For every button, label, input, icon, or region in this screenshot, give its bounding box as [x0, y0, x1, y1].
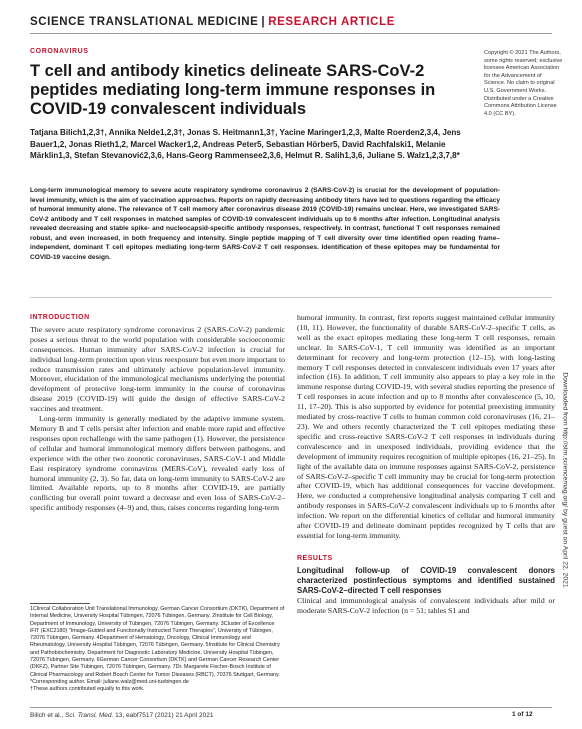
journal-name: SCIENCE TRANSLATIONAL MEDICINE: [30, 16, 259, 28]
footer-rule: [30, 707, 552, 708]
header-rule: [30, 33, 552, 34]
results-heading: RESULTS: [297, 554, 333, 562]
citation-authors: Bilich et al.,: [30, 712, 66, 719]
results-subheading: Longitudinal follow-up of COVID-19 convalescent donors characterized postinfectious symptoms and identified sustained SARS-CoV-2–directed T cell responses: [297, 565, 555, 595]
affiliations: 1Clinical Collaboration Unit Translational Immunology, German Cancer Consortium (DKTK), Department of Internal Medicine, University Hospital Tübingen, 72076 Tübingen, Germany. 2Institute for Cell Biology, Department of Immunology, University of Tübingen, 72076 Tübingen, Germany. 3Cluster of Excellence iFIT (EXC2180) "Image-Guided and Functionally Instructed Tumor Therapies", University of Tübingen, 72076 Tübingen, Germany. 4Department of Hematology, Oncology, Clinical Immunology and Rheumatology, University Hospital Tübingen, 72076 Tübingen, Germany. 5Institute for Clinical Chemistry and Pathobiochemistry, Department for Diagnostic Laboratory Medicine, University Hospital Tübingen, 72076 Tübingen, Germany. 6German Cancer Consortium (DKTK) and German Cancer Research Center (DKFZ), Partner Site Tübingen, 72076 Tübingen, Germany. 7Dr. Margarete Fischer-Bosch Institute of Clinical Pharmacology and Robert Bosch Center for Tumor Diseases (RBCT), 70376 Stuttgart, Germany.: [30, 606, 285, 678]
results-paragraph-1: Clinical and immunological analysis of convalescent individuals after mild or moderate SARS-CoV-2 infection (n = 51; tables S1 and: [297, 595, 555, 615]
citation: [30, 712, 213, 719]
introduction-heading: INTRODUCTION: [30, 314, 90, 321]
corresponding-author: *Corresponding author. Email: juliane.walz@med.uni-tuebingen.de: [30, 678, 189, 685]
author-list: Tatjana Bilich1,2,3†, Annika Nelde1,2,3†, Jonas S. Heitmann1,3†, Yacine Maringer1,2,3, Malte Roerden2,3,4, Jens Bauer1,2, Jonas Rieth1,2, Marcel Wacker1,2, Andreas Peter5, Sebastian Hörber5, David Rachfalski1, Melanie Märklin1,3, Stefan Stevanović2,3,6, Hans-Georg Rammensee2,3,6, Helmut R. Salih1,3,6, Juliane S. Walz1,2,3,7,8*: [30, 128, 461, 160]
copyright-notice: Copyright © 2021 The Authors, some rights reserved; exclusive licensee American Association for the Advancement of Science. No claim to original U.S. Government Works. Distributed under a Creative Commons Attribution License 4.0 (CC BY).: [484, 50, 563, 117]
article-title: T cell and antibody kinetics delineate SARS-CoV-2 peptides mediating long-term immune responses in COVID-19 convalescent individuals: [30, 62, 436, 118]
page-number: 1 of 12: [512, 711, 533, 718]
left-column: [30, 313, 285, 513]
side-note-text: Downloaded from http://stm.sciencemag.org/ by guest on April 22, 2021: [561, 372, 569, 588]
citation-journal: Sci. Transl. Med.: [65, 712, 114, 719]
article-type: RESEARCH ARTICLE: [268, 16, 395, 28]
section-label: CORONAVIRUS: [30, 48, 89, 55]
right-column: [297, 313, 555, 616]
citation-details: 13, eabf7517 (2021) 21 April 2021: [113, 712, 214, 719]
download-side-note: [558, 250, 572, 710]
equal-contribution-note: †These authors contributed equally to this work.: [30, 686, 145, 693]
journal-header: [30, 16, 395, 28]
abstract-rule: [30, 297, 552, 298]
header-separator: |: [261, 16, 266, 28]
abstract: Long-term immunological memory to severe acute respiratory syndrome coronavirus 2 (SARS-CoV-2) is crucial for the development of population-level immunity, which is the aim of vaccination approaches. Reports on rapidly decreasing antibody titers have led to questions regarding the efficacy of humoral immunity alone. The relevance of T cell memory after coronavirus disease 2019 (COVID-19) remains unclear. Here, we investigated SARS-CoV-2 antibody and T cell responses in matched samples of COVID-19 convalescent individuals up to 6 months after infection. Longitudinal analysis revealed decreasing and stable spike- and nucleocapsid-specific antibody responses, respectively. In contrast, functional T cell responses remained robust, and even increased, in both frequency and intensity. Single peptide mapping of T cell diversity over time identified open reading frame–independent, dominant T cell epitopes mediating long-term SARS-CoV-2 T cell responses. Identification of these epitopes may be fundamental for COVID-19 vaccine design.: [30, 187, 500, 261]
footnotes: [30, 606, 285, 694]
intro-paragraph-continued: humoral immunity. In contrast, first reports suggest maintained cellular immunity (10, 11). However, the functionality of durable SARS-CoV-2–specific T cells, as well as the exact epitopes mediating these long-term T cell responses, remain unclear. In SARS-CoV-1, T cell immunity was identified as an important determinant for recovery and long-term protection (12–15), with long-lasting memory T cell responses detected in convalescent individuals even 17 years after infection (16). In addition, T cell immunity also appears to play a key role in the immune response during COVID-19, with several studies reporting the presence of T cell responses in acute infection and up to 8 months after convalescence (5, 10, 11, 17–20). This is also supported by evidence for potential preexisting immunity mediated by cross-reactive T cells to human common cold coronaviruses (16, 21–23). We and others recently characterized the T cell epitopes mediating these specific and cross-reactive SARS-CoV-2 T cell responses in individuals during convalescence and in unexposed individuals, providing evidence that the development of immunity requires recognition of multiple epitopes (16, 21–25). In light of the available data on immune responses against SARS-CoV-2, persistence of SARS-CoV-2–specific T cell immunity may be crucial for long-term protection after COVID-19, which has additional consequences for vaccine development. Here, we conducted a comprehensive longitudinal analysis comparing T cell and antibody responses in SARS-CoV-2 convalescent individuals up to 6 months after infection. We report on the differential kinetics of cellular and humoral immunity after COVID-19 and delineate dominant peptides recognized by T cells that are essential for long-term immunity.: [297, 313, 555, 540]
footnote-rule: [30, 603, 90, 604]
intro-paragraph-2: Long-term immunity is generally mediated by the adaptive immune system. Memory B and T cells persist after infection and enable more rapid and effective responses upon rechallenge with the same pathogen (1). However, the persistence of cellular and humoral immunological memory differs between pathogens, and experience with the other two zoonotic coronaviruses, SARS-CoV-1 and Middle East respiratory syndrome coronavirus (MERS-CoV), revealed early loss of humoral immunity (2, 3). So far, data on long-term immunity to SARS-CoV-2 are limited. Available reports, up to 8 months after COVID-19, are partially conflicting but overall point toward a decrease and even loss of SARS-CoV-2–specific antibody responses (4–9) and, thus, raises concerns regarding long-term: [30, 414, 285, 513]
intro-paragraph-1: The severe acute respiratory syndrome coronavirus 2 (SARS-CoV-2) pandemic poses a serious threat to the world population with considerable socioeconomic consequences. Human immunity after SARS-CoV-2 infection is crucial for individual long-term protection upon virus reexposure but even more important to reduce transmission rates and ultimately achieve population-level immunity. Moreover, elucidation of the immunological mechanisms underlying the potential development of protective long-term immunity in the course of coronavirus disease 2019 (COVID-19) will guide the design of effective SARS-CoV-2 vaccines and treatment.: [30, 324, 285, 414]
